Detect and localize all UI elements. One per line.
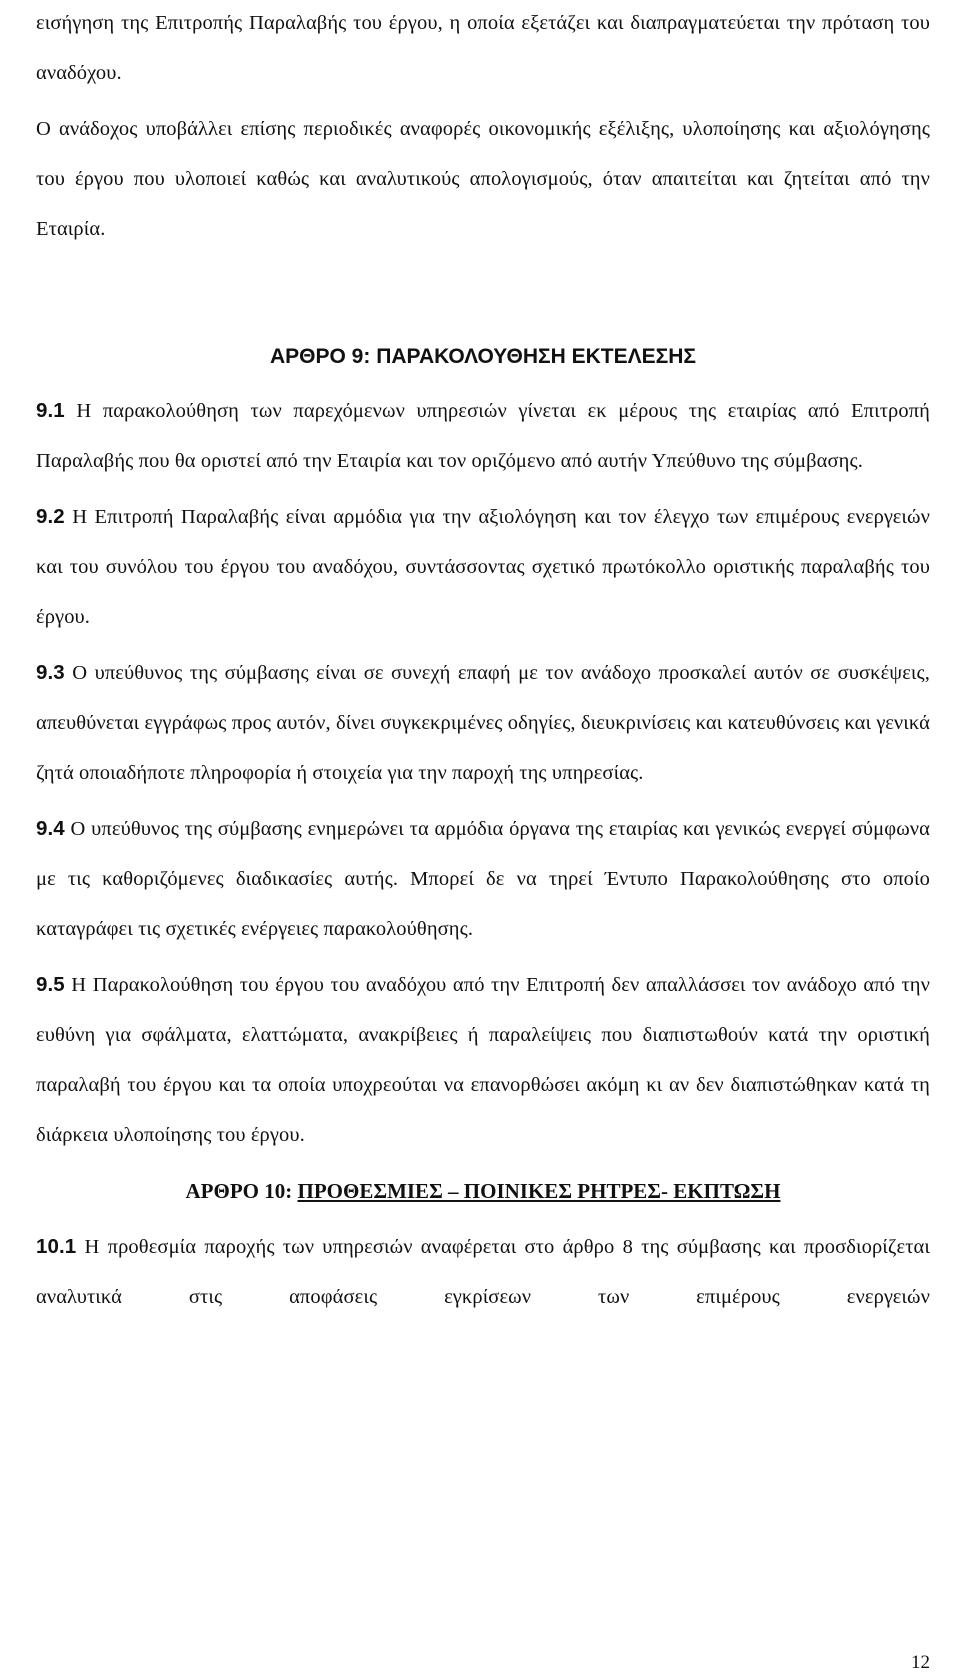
clause-number: 10.1 [36, 1235, 77, 1258]
clause-text: Η Επιτροπή Παραλαβής είναι αρμόδια για την αξιολόγηση και τον έλεγχο των επιμέρους ενεργειών και του συνόλου του έργου του αναδόχου, συντάσσοντας σχετικό πρωτόκολλο οριστικής παραλαβής του έργου. [36, 506, 930, 628]
clause-number: 9.1 [36, 399, 65, 422]
clause-9-3 [36, 648, 930, 798]
article-10-heading-title: ΠΡΟΘΕΣΜΙΕΣ – ΠΟΙΝΙΚΕΣ ΡΗΤΡΕΣ- ΕΚΠΤΩΣΗ [297, 1179, 781, 1203]
clause-number: 9.2 [36, 505, 65, 528]
clause-text: Η παρακολούθηση των παρεχόμενων υπηρεσιών γίνεται εκ μέρους της εταιρίας από Επιτροπή Παραλαβής που θα οριστεί από την Εταιρία και τον οριζόμενο από αυτήν Υπεύθυνο της σύμβασης. [36, 400, 930, 472]
page-number: 12 [911, 1652, 930, 1673]
clause-9-5 [36, 960, 930, 1160]
clause-9-4 [36, 804, 930, 954]
article-10-heading-prefix: ΑΡΘΡΟ 10: [185, 1179, 298, 1203]
clause-text: Ο υπεύθυνος της σύμβασης είναι σε συνεχή επαφή με τον ανάδοχο προσκαλεί αυτόν σε συσκέψεις, απευθύνεται εγγράφως προς αυτόν, δίνει συγκεκριμένες οδηγίες, διευκρινίσεις και κατευθύνσεις και γενικά ζητά οποιαδήποτε πληροφορία ή στοιχεία για την παροχή της υπηρεσίας. [36, 662, 930, 784]
clause-9-2 [36, 492, 930, 642]
clause-number: 9.4 [36, 817, 65, 840]
clause-9-1 [36, 386, 930, 486]
clause-number: 9.5 [36, 973, 65, 996]
clause-text: Η Παρακολούθηση του έργου του αναδόχου από την Επιτροπή δεν απαλλάσσει τον ανάδοχο από την ευθύνη για σφάλματα, ελαττώματα, ανακρίβειες ή παραλείψεις που διαπιστωθούν κατά την οριστική παραλαβή του έργου και τα οποία υποχρεούται να επανορθώσει ακόμη κι αν δεν διαπιστώθηκαν κατά τη διάρκεια υλοποίησης του έργου. [36, 974, 930, 1146]
article-9-heading: ΑΡΘΡΟ 9: ΠΑΡΑΚΟΛΟΥΘΗΣΗ ΕΚΤΕΛΕΣΗΣ [270, 345, 696, 368]
article-10-heading [36, 1166, 930, 1216]
paragraph-continuation: εισήγηση της Επιτροπής Παραλαβής του έργου, η οποία εξετάζει και διαπραγματεύεται την πρόταση του αναδόχου. [36, 12, 930, 84]
paragraph-reports: Ο ανάδοχος υποβάλλει επίσης περιοδικές αναφορές οικονομικής εξέλιξης, υλοποίησης και αξιολόγησης του έργου που υλοποιεί καθώς και αναλυτικούς απολογισμούς, όταν απαιτείται και ζητείται από την Εταιρία. [36, 118, 930, 240]
clause-text: Η προθεσμία παροχής των υπηρεσιών αναφέρεται στο άρθρο 8 της σύμβασης και προσδιορίζεται αναλυτικά στις αποφάσεις εγκρίσεων των επιμέρους ενεργειών [36, 1236, 930, 1308]
clause-10-1 [36, 1222, 930, 1322]
document-page [36, 0, 930, 1322]
clause-number: 9.3 [36, 661, 65, 684]
clause-text: Ο υπεύθυνος της σύμβασης ενημερώνει τα αρμόδια όργανα της εταιρίας και γενικώς ενεργεί σύμφωνα με τις καθοριζόμενες διαδικασίες αυτής. Μπορεί δε να τηρεί Έντυπο Παρακολούθησης στο οποίο καταγράφει τις σχετικές ενέργειες παρακολούθησης. [36, 818, 930, 940]
